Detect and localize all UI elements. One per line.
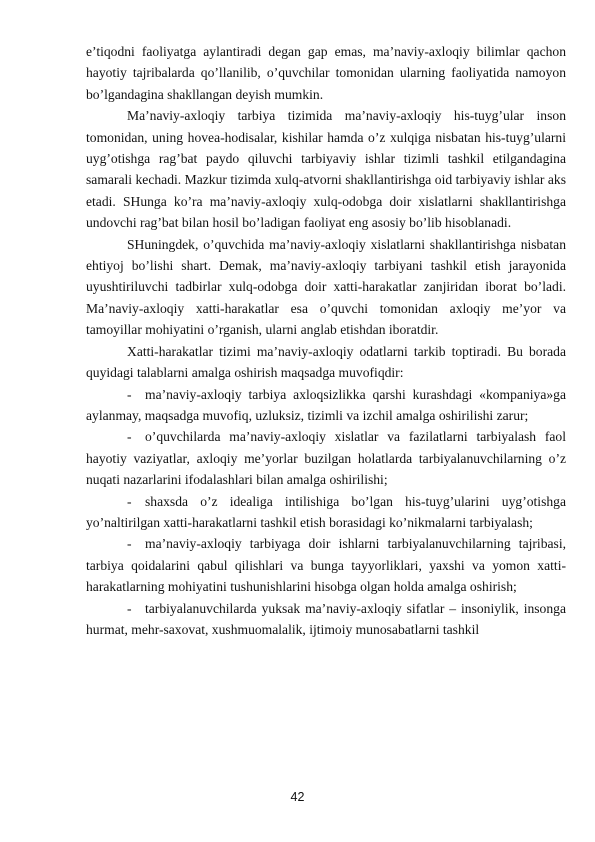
list-dash: - xyxy=(127,429,132,445)
list-item xyxy=(86,598,566,641)
list-item xyxy=(86,384,566,427)
list-dash: - xyxy=(127,536,132,552)
list-item-text: shaxsda o’z idealiga intilishiga bo’lgan his-tuyg’ularini uyg’otishga yo’naltirilgan xatti-harakatlarni tashkil etish borasidagi ko’nikmalarni tarbiyalash; xyxy=(86,493,566,530)
list-item xyxy=(86,426,566,490)
list-dash: - xyxy=(127,386,132,402)
paragraph-need-for-traits: SHuningdek, o’quvchida ma’naviy-axloqiy xislatlarni shakllantirishga nisbatan ehtiyoj bo’lishi shart. Demak, ma’naviy-axloqiy tarbiyani tashkil etish jarayonida uyushtiriluvchi tadbirlar xulq-odobga doir xatti-harakatlar zanjiridan iborat bo’ladi. Ma’naviy-axloqiy xatti-harakatlar esa o’quvchi tomonidan axloqiy me’yor va tamoyillar mohiyatini o’rganish, ularni anglab etishdan iboratdir. xyxy=(86,236,566,338)
page-number: 42 xyxy=(290,790,305,804)
paragraph-continuation: e’tiqodni faoliyatga aylantiradi degan gap emas, ma’naviy-axloqiy bilimlar qachon hayotiy tajribalarda qo’llanilib, o’quvchilar tomonidan ularning faoliyatida namoyon bo’lgandagina shakllangan deyish mumkin. xyxy=(86,44,566,102)
requirements-list xyxy=(86,384,566,641)
list-item-text: o’quvchilarda ma’naviy-axloqiy xislatlar va fazilatlarni tarbiyalash faol hayotiy vaziyatlar, axloqiy me’yorlar buzilgan holatlarda tarbiyalanuvchilarning o’z nuqati nazarlarini ifodalashlari bilan amalga oshirilishi; xyxy=(86,429,566,488)
list-item xyxy=(86,491,566,534)
list-dash: - xyxy=(127,493,132,509)
paragraph-feelings-system: Ma’naviy-axloqiy tarbiya tizimida ma’naviy-axloqiy his-tuyg’ular inson tomonidan, uning hovea-hodisalar, kishilar hamda o’z xulqiga nisbatan his-tuyg’ularni uyg’otishga rag’bat paydo qiluvchi tarbiyaviy ishlar tizimli tashkil etilgandagina samarali kechadi. Mazkur tizimda xulq-atvorni shakllantirishga oid tarbiyaviy ishlar aks etadi. SHunga ko’ra ma’naviy-axloqiy xulq-odobga doir xislatlarni shakllantirishga undovchi rag’bat bilan hosil bo’ladigan faoliyat eng asosiy bo’lib hisoblanadi. xyxy=(86,108,566,231)
list-item xyxy=(86,533,566,597)
paragraph-requirements-intro: Xatti-harakatlar tizimi ma’naviy-axloqiy odatlarni tarkib toptiradi. Bu borada quyidagi talablarni amalga oshirish maqsadga muvofiqdir: xyxy=(86,343,566,381)
document-page xyxy=(86,41,566,640)
list-item-text: tarbiyalanuvchilarda yuksak ma’naviy-axloqiy sifatlar – insoniylik, insonga hurmat, mehr-saxovat, xushmuomalalik, ijtimoiy munosabatlarni tashkil xyxy=(86,600,566,637)
list-item-text: ma’naviy-axloqiy tarbiya axloqsizlikka qarshi kurashdagi «kompaniya»ga aylanmay, maqsadga muvofiq, uzluksiz, tizimli va izchil amalga oshirilishi zarur; xyxy=(86,386,566,423)
list-dash: - xyxy=(127,600,132,616)
list-item-text: ma’naviy-axloqiy tarbiyaga doir ishlarni tarbiyalanuvchilarning tajribasi, tarbiya qoidalarini qabul qilishlari va bunga tayyorliklari, yaxshi va yomon xatti-harakatlarning mohiyatini tushunishlarini hisobga olgan holda amalga oshirish; xyxy=(86,536,566,595)
